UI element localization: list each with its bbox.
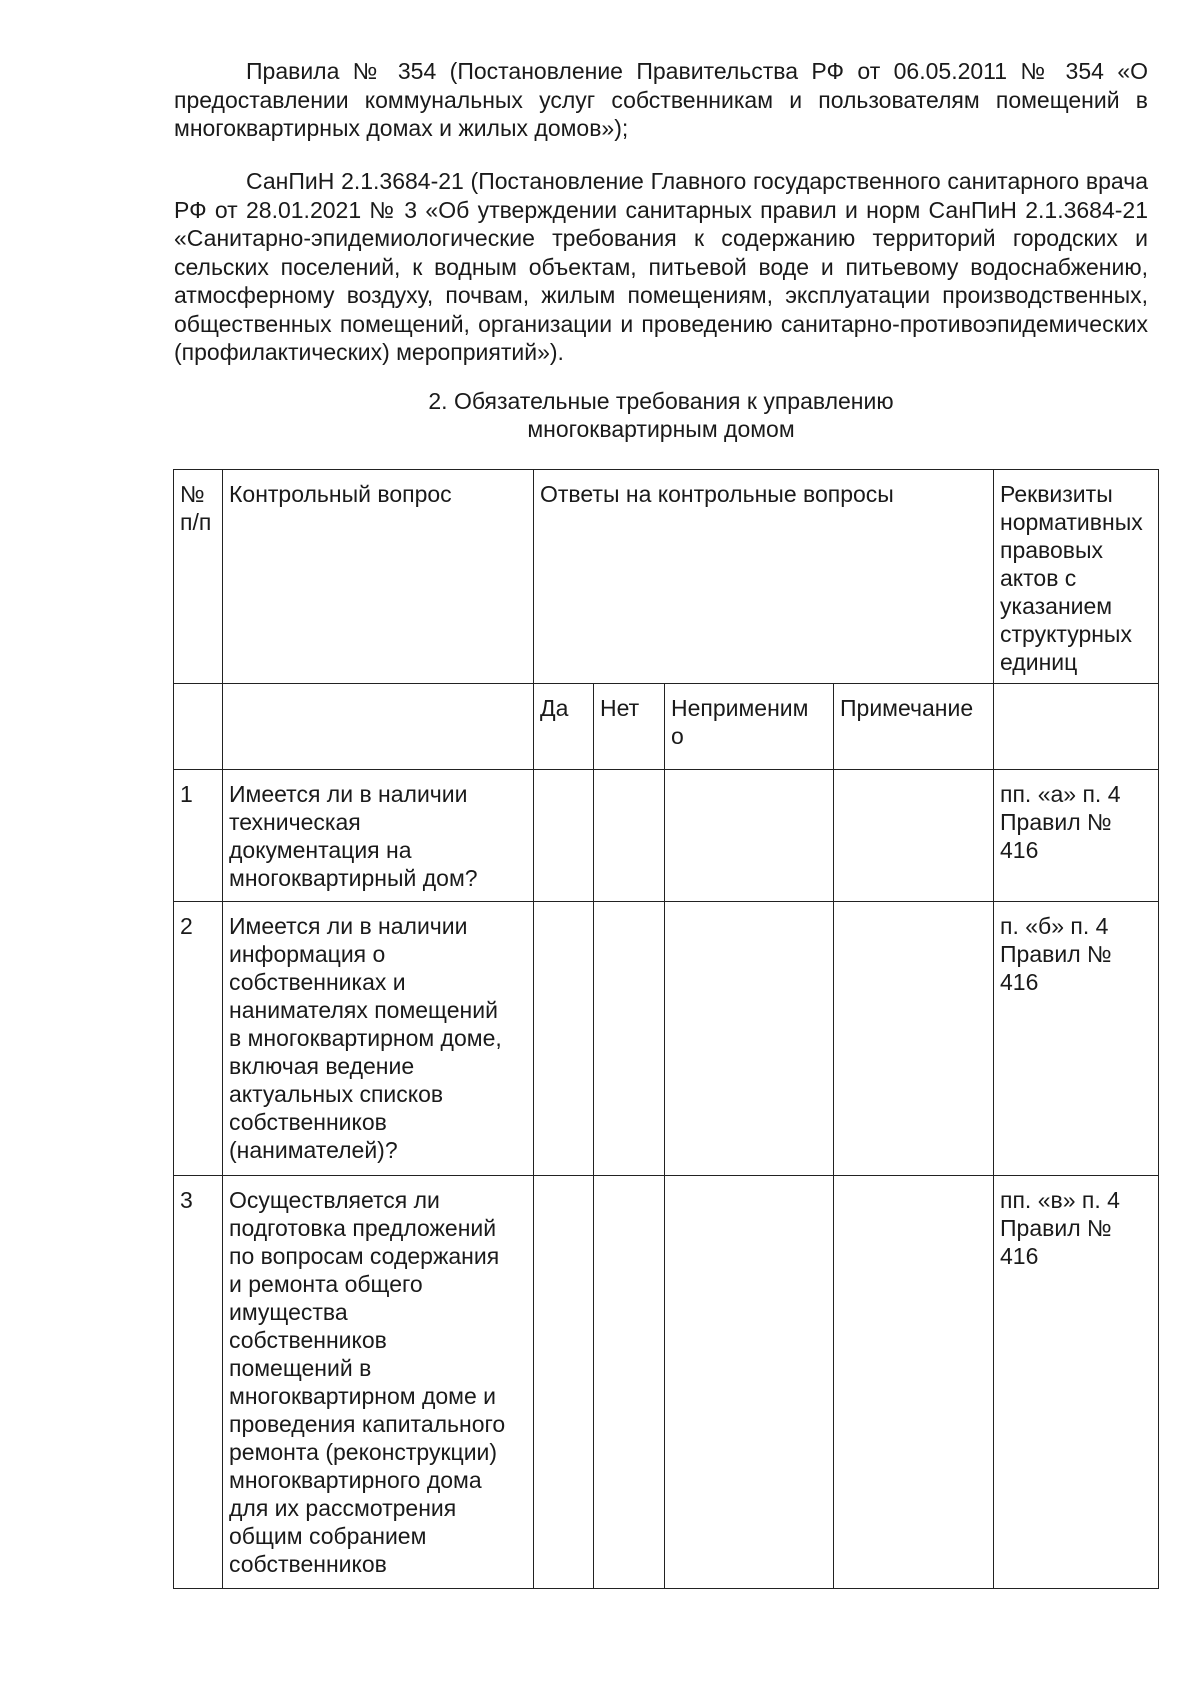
row-requisites: п. «б» п. 4 Правил № 416 — [994, 902, 1159, 1176]
subheader-not-applicable: Неприменим о — [665, 684, 834, 770]
row-requisites: пп. «а» п. 4 Правил № 416 — [994, 770, 1159, 902]
answer-yes-cell[interactable] — [534, 770, 594, 902]
subheader-yes: Да — [534, 684, 594, 770]
row-number: 1 — [174, 770, 223, 902]
header-number: № п/п — [174, 470, 223, 684]
row-number: 3 — [174, 1176, 223, 1589]
table-subheader-row — [174, 684, 1159, 770]
section-heading — [174, 387, 1148, 443]
answer-not-applicable-cell[interactable] — [665, 770, 834, 902]
answer-note-cell[interactable] — [834, 902, 994, 1176]
answer-note-cell[interactable] — [834, 770, 994, 902]
subheader-empty-requisites — [994, 684, 1159, 770]
intro-paragraph-sanpin-text: СанПиН 2.1.3684-21 (Постановление Главного государственного санитарного врача РФ от 28.01.2021 № 3 «Об утверждении санитарных правил и норм СанПиН 2.1.3684-21 «Санитарно-эпидемиологические требования к содержанию территорий городских и сельских поселений, к водным объектам, питьевой воде и питьевому водоснабжению, атмосферному воздуху, почвам, жилым помещениям, эксплуатации производственных, общественных помещений, организации и проведению санитарно-противоэпидемических (профилактических) мероприятий»). — [174, 168, 1148, 365]
header-requisites: Реквизиты нормативных правовых актов с указанием структурных единиц — [994, 470, 1159, 684]
row-question: Имеется ли в наличии информация о собственниках и нанимателях помещений в многоквартирном доме, включая ведение актуальных списков собственников (нанимателей)? — [223, 902, 534, 1176]
subheader-no: Нет — [594, 684, 665, 770]
subheader-empty-number — [174, 684, 223, 770]
checklist-table — [173, 469, 1159, 1589]
header-question: Контрольный вопрос — [223, 470, 534, 684]
intro-paragraph-rules-354-text: Правила № 354 (Постановление Правительства РФ от 06.05.2011 № 354 «О предоставлении коммунальных услуг собственникам и пользователям помещений в многоквартирных домах и жилых домов»); — [174, 58, 1148, 141]
section-heading-line1: 2. Обязательные требования к управлению — [428, 388, 894, 414]
table-row — [174, 1176, 1159, 1589]
subheader-empty-question — [223, 684, 534, 770]
answer-note-cell[interactable] — [834, 1176, 994, 1589]
intro-paragraph-sanpin — [174, 167, 1148, 367]
answer-not-applicable-cell[interactable] — [665, 902, 834, 1176]
table-row — [174, 902, 1159, 1176]
row-question: Имеется ли в наличии техническая документация на многоквартирный дом? — [223, 770, 534, 902]
answer-no-cell[interactable] — [594, 1176, 665, 1589]
row-number: 2 — [174, 902, 223, 1176]
answer-not-applicable-cell[interactable] — [665, 1176, 834, 1589]
intro-paragraph-rules-354 — [174, 57, 1148, 143]
answer-no-cell[interactable] — [594, 902, 665, 1176]
section-heading-line2: многоквартирным домом — [527, 416, 795, 442]
subheader-note: Примечание — [834, 684, 994, 770]
row-requisites: пп. «в» п. 4 Правил № 416 — [994, 1176, 1159, 1589]
table-row — [174, 770, 1159, 902]
answer-yes-cell[interactable] — [534, 1176, 594, 1589]
table-header-row — [174, 470, 1159, 684]
row-question: Осуществляется ли подготовка предложений по вопросам содержания и ремонта общего имущества собственников помещений в многоквартирном доме и проведения капитального ремонта (реконструкции) многоквартирного дома для их рассмотрения общим собранием собственников — [223, 1176, 534, 1589]
answer-no-cell[interactable] — [594, 770, 665, 902]
header-answers: Ответы на контрольные вопросы — [534, 470, 994, 684]
answer-yes-cell[interactable] — [534, 902, 594, 1176]
